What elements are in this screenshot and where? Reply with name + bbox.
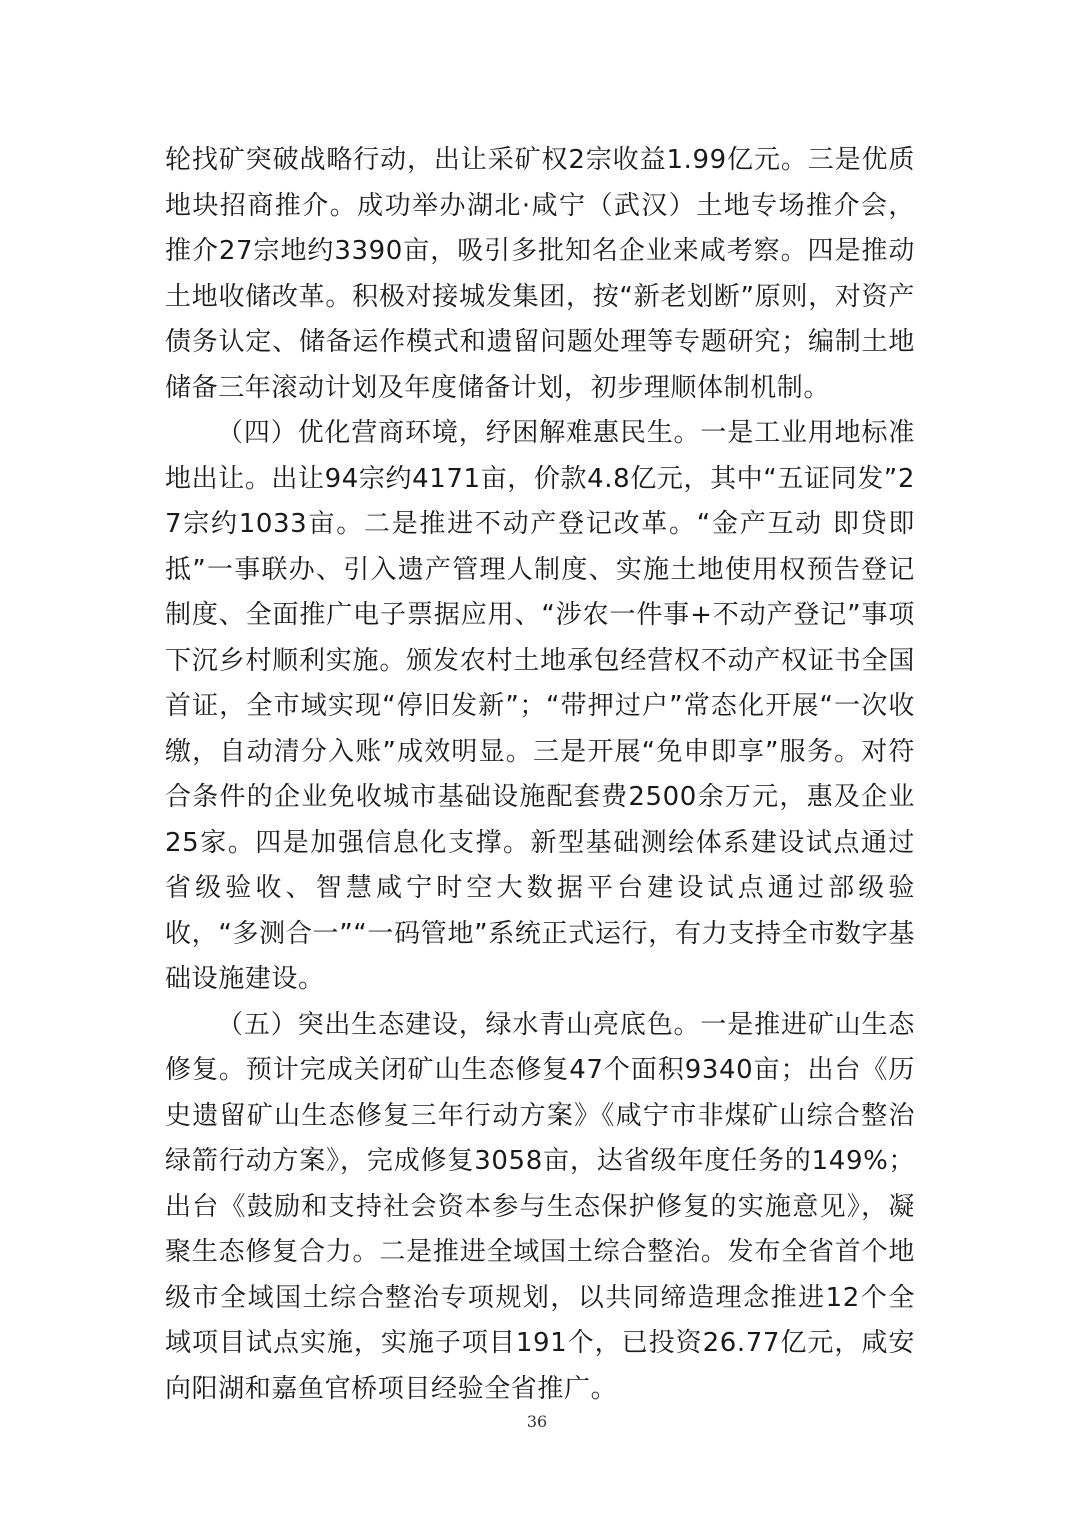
paragraph-3: （五）突出生态建设，绿水青山亮底色。一是推进矿山生态修复。预计完成关闭矿山生态修复47个面积9340亩；出台《历史遗留矿山生态修复三年行动方案》《咸宁市非煤矿山综合整治绿箭行动方案》，完成修复3058亩，达省级年度任务的149%；出台《鼓励和支持社会资本参与生态保护修复的实施意见》，凝聚生态修复合力。二是推进全域国土综合整治。发布全省首个地级市全域国土综合整治专项规划，以共同缔造理念推进12个全域项目试点实施，实施子项目191个，已投资26.77亿元，咸安向阳湖和嘉鱼官桥项目经验全省推广。 (165, 1009, 915, 1404)
document-body (165, 138, 915, 1412)
paragraph-1: 轮找矿突破战略行动，出让采矿权2宗收益1.99亿元。三是优质地块招商推介。成功举办湖北·咸宁（武汉）土地专场推介会，推介27宗地约3390亩，吸引多批知名企业来咸考察。四是推动土地收储改革。积极对接城发集团，按“新老划断”原则，对资产债务认定、储备运作模式和遗留问题处理等专题研究；编制土地储备三年滚动计划及年度储备计划，初步理顺体制机制。 (165, 145, 915, 403)
paragraph-2: （四）优化营商环境，纾困解难惠民生。一是工业用地标准地出让。出让94宗约4171亩，价款4.8亿元，其中“五证同发”27宗约1033亩。二是推进不动产登记改革。“金产互动 即贷即抵”一事联办、引入遗产管理人制度、实施土地使用权预告登记制度、全面推广电子票据应用、“涉农一件事+不动产登记”事项下沉乡村顺利实施。颁发农村土地承包经营权不动产权证书全国首证，全市域实现“停旧发新”；“带押过户”常态化开展“一次收缴，自动清分入账”成效明显。三是开展“免申即享”服务。对符合条件的企业免收城市基础设施配套费2500余万元，惠及企业25家。四是加强信息化支撑。新型基础测绘体系建设试点通过省级验收、智慧咸宁时空大数据平台建设试点通过部级验收，“多测合一”“一码管地”系统正式运行，有力支持全市数字基础设施建设。 (165, 418, 915, 994)
page-number: 36 (526, 1412, 548, 1431)
